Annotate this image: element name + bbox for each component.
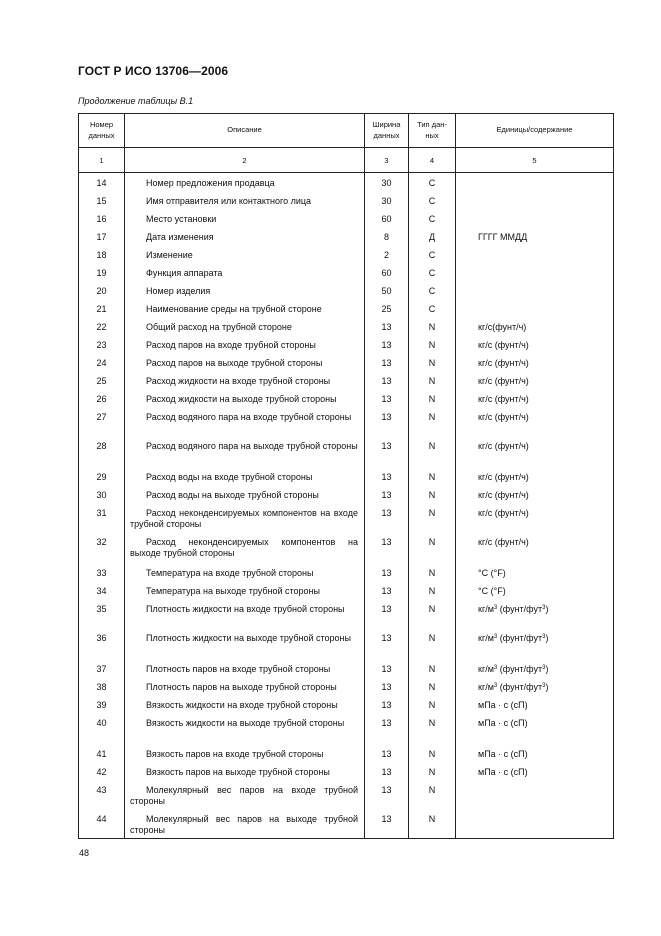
table-row <box>79 286 614 304</box>
row-description: Вязкость жидкости на выходе трубной стороны <box>125 718 365 749</box>
row-data-type: С <box>409 196 456 214</box>
row-number: 22 <box>79 322 125 340</box>
row-number: 41 <box>79 749 125 767</box>
row-number: 37 <box>79 664 125 682</box>
row-data-width: 13 <box>365 718 409 749</box>
data-table <box>78 113 614 839</box>
table-row <box>79 604 614 633</box>
row-units: кг/с(фунт/ч) <box>456 322 614 340</box>
row-data-width: 13 <box>365 441 409 472</box>
row-units <box>456 214 614 232</box>
table-row <box>79 633 614 664</box>
row-number: 15 <box>79 196 125 214</box>
row-number: 29 <box>79 472 125 490</box>
row-data-width: 13 <box>365 490 409 508</box>
row-data-type: С <box>409 304 456 322</box>
column-number: 3 <box>365 148 409 173</box>
row-description: Температура на выходе трубной стороны <box>125 586 365 604</box>
row-data-type: N <box>409 537 456 568</box>
table-row <box>79 814 614 838</box>
units-part: кг/м <box>478 633 494 643</box>
table-row <box>79 537 614 568</box>
row-units: мПа · с (сП) <box>456 767 614 785</box>
row-data-width: 13 <box>365 604 409 633</box>
column-number: 1 <box>79 148 125 173</box>
units-part: кг/м <box>478 682 494 692</box>
row-data-width: 13 <box>365 586 409 604</box>
row-number: 28 <box>79 441 125 472</box>
row-units <box>456 664 614 682</box>
units-part: ) <box>545 682 549 692</box>
row-description: Плотность жидкости на выходе трубной стороны <box>125 633 365 664</box>
row-number: 23 <box>79 340 125 358</box>
units-part: кг/м <box>478 664 494 674</box>
table-row <box>79 232 614 250</box>
row-units <box>456 268 614 286</box>
units-part: 3 <box>493 605 498 611</box>
row-description: Расход воды на входе трубной стороны <box>125 472 365 490</box>
row-units <box>456 682 614 700</box>
row-data-type: С <box>409 178 456 196</box>
units-part: 3 <box>542 605 546 611</box>
row-description: Расход жидкости на выходе трубной стороны <box>125 394 365 412</box>
row-units: кг/с (фунт/ч) <box>456 358 614 376</box>
row-units: мПа · с (сП) <box>456 700 614 718</box>
row-description: Молекулярный вес паров на выходе трубной стороны <box>125 814 365 838</box>
table-row <box>79 682 614 700</box>
row-number: 21 <box>79 304 125 322</box>
row-description: Плотность паров на выходе трубной стороны <box>125 682 365 700</box>
row-number: 19 <box>79 268 125 286</box>
table-row <box>79 376 614 394</box>
units-part: 3 <box>542 634 546 640</box>
row-units: °С (°F) <box>456 586 614 604</box>
row-description: Номер предложения продавца <box>125 178 365 196</box>
row-units <box>456 196 614 214</box>
table-row <box>79 767 614 785</box>
table-caption: Продолжение таблицы В.1 <box>78 96 194 106</box>
table-row <box>79 340 614 358</box>
row-data-type: N <box>409 718 456 749</box>
row-data-width: 13 <box>365 682 409 700</box>
units-part: ) <box>545 633 549 643</box>
row-units: кг/с (фунт/ч) <box>456 472 614 490</box>
row-number: 40 <box>79 718 125 749</box>
table-row <box>79 412 614 441</box>
row-number: 39 <box>79 700 125 718</box>
row-number: 33 <box>79 568 125 586</box>
row-description: Расход паров на выходе трубной стороны <box>125 358 365 376</box>
page-number: 48 <box>79 848 90 858</box>
table-row <box>79 718 614 749</box>
column-number: 5 <box>456 148 614 173</box>
row-data-type: С <box>409 250 456 268</box>
table-row <box>79 472 614 490</box>
row-units: мПа · с (сП) <box>456 718 614 749</box>
row-data-type: N <box>409 814 456 838</box>
row-units <box>456 604 614 633</box>
row-data-type: N <box>409 394 456 412</box>
row-data-width: 13 <box>365 358 409 376</box>
row-number: 14 <box>79 178 125 196</box>
column-header-type: Тип дан- ных <box>409 114 456 148</box>
units-part: ) <box>545 604 549 614</box>
column-header-description: Описание <box>125 114 365 148</box>
row-data-width: 13 <box>365 537 409 568</box>
row-description: Вязкость жидкости на входе трубной стороны <box>125 700 365 718</box>
row-data-type: N <box>409 604 456 633</box>
row-data-width: 13 <box>365 749 409 767</box>
row-description: Расход водяного пара на выходе трубной стороны <box>125 441 365 472</box>
row-units: кг/с (фунт/ч) <box>456 441 614 472</box>
table-row <box>79 304 614 322</box>
units-part: (фунт/фут <box>497 682 543 692</box>
row-units <box>456 814 614 838</box>
units-part: (фунт/фут <box>497 604 543 614</box>
table-body <box>79 173 614 839</box>
row-data-type: N <box>409 441 456 472</box>
row-data-width: 13 <box>365 664 409 682</box>
row-data-type: N <box>409 340 456 358</box>
row-data-width: 2 <box>365 250 409 268</box>
row-number: 30 <box>79 490 125 508</box>
row-data-width: 13 <box>365 767 409 785</box>
row-number: 35 <box>79 604 125 633</box>
row-units <box>456 286 614 304</box>
row-data-width: 60 <box>365 214 409 232</box>
column-header-number: Номер данных <box>79 114 125 148</box>
row-units: кг/с (фунт/ч) <box>456 340 614 358</box>
row-description: Расход воды на выходе трубной стороны <box>125 490 365 508</box>
table-row <box>79 196 614 214</box>
row-number: 27 <box>79 412 125 441</box>
row-number: 26 <box>79 394 125 412</box>
row-data-type: N <box>409 322 456 340</box>
row-data-width: 13 <box>365 322 409 340</box>
units-part: 3 <box>493 665 498 671</box>
row-number: 42 <box>79 767 125 785</box>
column-number: 4 <box>409 148 456 173</box>
units-part: кг/м <box>478 604 494 614</box>
row-description: Наименование среды на трубной стороне <box>125 304 365 322</box>
units-part: 3 <box>493 634 498 640</box>
table-row <box>79 214 614 232</box>
row-data-width: 13 <box>365 568 409 586</box>
row-number: 25 <box>79 376 125 394</box>
row-data-type: N <box>409 508 456 537</box>
row-units: мПа · с (сП) <box>456 749 614 767</box>
row-data-type: N <box>409 767 456 785</box>
row-data-width: 13 <box>365 508 409 537</box>
table-row <box>79 664 614 682</box>
table-row <box>79 178 614 196</box>
row-number: 20 <box>79 286 125 304</box>
units-part: 3 <box>542 665 546 671</box>
row-number: 24 <box>79 358 125 376</box>
row-description: Расход водяного пара на входе трубной стороны <box>125 412 365 441</box>
column-header-width: Ширина данных <box>365 114 409 148</box>
row-data-width: 30 <box>365 196 409 214</box>
row-description: Дата изменения <box>125 232 365 250</box>
row-data-type: N <box>409 490 456 508</box>
row-description: Место установки <box>125 214 365 232</box>
row-number: 18 <box>79 250 125 268</box>
row-description: Расход неконденсируемых компонентов на выходе трубной стороны <box>125 537 365 568</box>
row-description: Номер изделия <box>125 286 365 304</box>
row-data-type: N <box>409 700 456 718</box>
row-data-width: 8 <box>365 232 409 250</box>
row-description: Расход жидкости на входе трубной стороны <box>125 376 365 394</box>
row-description: Имя отправителя или контактного лица <box>125 196 365 214</box>
row-number: 38 <box>79 682 125 700</box>
row-number: 36 <box>79 633 125 664</box>
row-data-type: N <box>409 682 456 700</box>
row-number: 32 <box>79 537 125 568</box>
row-number: 34 <box>79 586 125 604</box>
column-number-row <box>79 148 614 173</box>
row-data-type: N <box>409 358 456 376</box>
row-units: кг/с (фунт/ч) <box>456 537 614 568</box>
row-data-width: 13 <box>365 814 409 838</box>
row-description: Температура на входе трубной стороны <box>125 568 365 586</box>
table-row <box>79 250 614 268</box>
row-data-type: N <box>409 472 456 490</box>
row-units <box>456 633 614 664</box>
units-part: (фунт/фут <box>497 664 543 674</box>
row-data-type: N <box>409 376 456 394</box>
table-row <box>79 268 614 286</box>
row-units <box>456 304 614 322</box>
table-row <box>79 358 614 376</box>
row-data-type: N <box>409 412 456 441</box>
row-data-width: 13 <box>365 340 409 358</box>
column-number: 2 <box>125 148 365 173</box>
row-data-type: N <box>409 568 456 586</box>
row-data-type: С <box>409 286 456 304</box>
row-description: Общий расход на трубной стороне <box>125 322 365 340</box>
table-row <box>79 785 614 814</box>
row-units: кг/с (фунт/ч) <box>456 376 614 394</box>
header-row <box>79 114 614 148</box>
row-data-width: 25 <box>365 304 409 322</box>
row-units: кг/с (фунт/ч) <box>456 508 614 537</box>
row-data-width: 13 <box>365 394 409 412</box>
row-data-type: N <box>409 586 456 604</box>
row-data-width: 13 <box>365 376 409 394</box>
row-data-width: 50 <box>365 286 409 304</box>
row-data-width: 60 <box>365 268 409 286</box>
row-data-width: 13 <box>365 633 409 664</box>
units-part: 3 <box>542 683 546 689</box>
row-units: °С (°F) <box>456 568 614 586</box>
table-row <box>79 749 614 767</box>
row-data-width: 13 <box>365 472 409 490</box>
table-row <box>79 441 614 472</box>
row-number: 31 <box>79 508 125 537</box>
row-description: Вязкость паров на входе трубной стороны <box>125 749 365 767</box>
table-row <box>79 394 614 412</box>
row-number: 43 <box>79 785 125 814</box>
row-data-type: N <box>409 749 456 767</box>
table-row <box>79 586 614 604</box>
row-number: 16 <box>79 214 125 232</box>
row-data-type: С <box>409 214 456 232</box>
row-description: Плотность жидкости на входе трубной стороны <box>125 604 365 633</box>
row-description: Молекулярный вес паров на входе трубной стороны <box>125 785 365 814</box>
row-description: Вязкость паров на выходе трубной стороны <box>125 767 365 785</box>
row-number: 44 <box>79 814 125 838</box>
row-data-type: Д <box>409 232 456 250</box>
row-data-type: N <box>409 633 456 664</box>
table-row <box>79 490 614 508</box>
row-number: 17 <box>79 232 125 250</box>
row-units <box>456 250 614 268</box>
row-data-type: С <box>409 268 456 286</box>
row-description: Расход паров на входе трубной стороны <box>125 340 365 358</box>
row-units: ГГГГ ММДД <box>456 232 614 250</box>
row-data-type: N <box>409 785 456 814</box>
table-row <box>79 322 614 340</box>
units-part: 3 <box>493 683 498 689</box>
units-part: ) <box>545 664 549 674</box>
row-units <box>456 785 614 814</box>
row-data-type: N <box>409 664 456 682</box>
row-units <box>456 178 614 196</box>
row-data-width: 13 <box>365 700 409 718</box>
row-data-width: 13 <box>365 412 409 441</box>
row-units: кг/с (фунт/ч) <box>456 394 614 412</box>
row-description: Расход неконденсируемых компонентов на входе трубной стороны <box>125 508 365 537</box>
table-row <box>79 568 614 586</box>
document-title: ГОСТ Р ИСО 13706—2006 <box>78 64 229 78</box>
row-units: кг/с (фунт/ч) <box>456 490 614 508</box>
row-description: Функция аппарата <box>125 268 365 286</box>
row-units: кг/с (фунт/ч) <box>456 412 614 441</box>
row-description: Изменение <box>125 250 365 268</box>
table-row <box>79 700 614 718</box>
row-description: Плотность паров на входе трубной стороны <box>125 664 365 682</box>
row-data-width: 13 <box>365 785 409 814</box>
row-data-width: 30 <box>365 178 409 196</box>
units-part: (фунт/фут <box>497 633 543 643</box>
column-header-units: Единицы/содержание <box>456 114 614 148</box>
table-row <box>79 508 614 537</box>
